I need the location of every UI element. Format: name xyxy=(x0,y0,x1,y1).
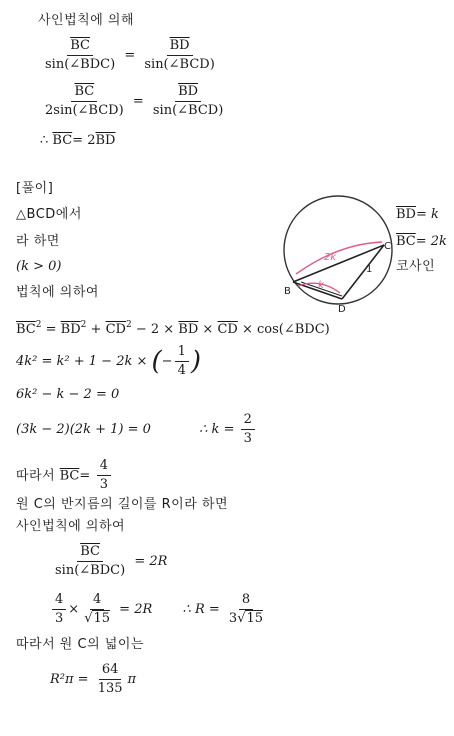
equals-sign: = xyxy=(124,48,136,63)
exponent: 2 xyxy=(35,320,42,330)
equation-factored xyxy=(16,412,257,447)
text-line: 사인법칙에 의하여 xyxy=(16,519,126,534)
equals-2r: = 2R xyxy=(134,554,168,569)
segment-cd: $\overline{CD}$ xyxy=(105,322,126,337)
text-line: 라 하면 xyxy=(16,234,60,249)
fraction-denominator: 3 xyxy=(243,431,252,446)
denominator-coefficient: 3 xyxy=(228,611,238,626)
text-line: 사인법칙에 의해 xyxy=(38,13,135,28)
fraction-denominator: 15 xyxy=(246,611,264,626)
cos-term: × cos(∠BDC) xyxy=(241,322,330,337)
text-line: 원 C의 반지름의 길이를 R이라 하면 xyxy=(16,497,229,512)
law-of-cosines xyxy=(16,316,330,339)
fraction-denominator: 4 xyxy=(177,363,186,378)
therefore-symbol: ∴ xyxy=(40,133,49,148)
fraction-denominator: sin(∠BDC) xyxy=(45,57,116,72)
condition-k-positive: (k > 0) xyxy=(16,259,62,274)
therefore-k: ∴ k = xyxy=(199,422,235,437)
segment-bd: $\overline{BD}$ xyxy=(396,207,416,222)
equation-1 xyxy=(40,38,220,73)
segment-bd: $\overline{BD}$ xyxy=(178,322,199,337)
result-bc xyxy=(16,458,113,493)
fraction-numerator: 4 xyxy=(52,592,66,610)
fraction-numerator: 2 xyxy=(241,412,255,430)
equals-2r: = 2R xyxy=(119,602,153,617)
factored-form: (3k − 2)(2k + 1) = 0 xyxy=(16,422,151,437)
solution-tag: [풀이] xyxy=(16,181,54,196)
exponent: 2 xyxy=(125,320,132,330)
fraction-denominator: 135 xyxy=(97,681,123,696)
text-line: 따라서 원 C의 넓이는 xyxy=(16,637,144,652)
equation-expanded: 4k² = k² + 1 − 2k × (− $\frac{1}{4}$ ) xyxy=(16,344,202,378)
fraction-numerator: $\overline{BD}$ xyxy=(167,38,193,56)
fraction-denominator: 3 xyxy=(99,477,109,492)
text-line: 법칙에 의하여 xyxy=(16,285,99,300)
fraction-numerator: $\overline{BC}$ xyxy=(71,84,97,102)
fraction-numerator: 8 xyxy=(239,592,253,610)
minus-sign: − xyxy=(161,354,173,369)
fraction-numerator: 64 xyxy=(99,662,122,680)
text-line: △BCD에서 xyxy=(16,207,82,222)
fraction-numerator: 4 xyxy=(97,458,111,476)
pi-symbol: π xyxy=(127,672,137,687)
equation-quadratic: 6k² − k − 2 = 0 xyxy=(16,387,120,402)
segment-cd: $\overline{CD}$ xyxy=(217,322,238,337)
plus-sign: + xyxy=(90,322,102,337)
text-therefore: 따라서 xyxy=(16,468,56,484)
fraction-denominator: 3 xyxy=(55,611,64,626)
equation-3 xyxy=(40,132,115,150)
label-c: C xyxy=(384,241,391,252)
equals-sign: = xyxy=(132,94,144,109)
equation-left: 4k² = k² + 1 − 2k × xyxy=(16,354,148,369)
segment-bc: $\overline{BC}$ xyxy=(396,234,416,249)
side-note-cosine: 코사인 xyxy=(396,259,436,274)
fraction-numerator: $\overline{BC}$ xyxy=(67,38,93,56)
fraction-denominator: sin(∠BCD) xyxy=(144,57,215,72)
fraction-denominator: sin(∠BDC) xyxy=(55,563,126,578)
equals-sign: = xyxy=(79,468,91,484)
area-lhs: R²π = xyxy=(50,672,89,687)
label-2k: 2k xyxy=(324,252,337,263)
circle-diagram xyxy=(280,192,398,314)
segment-bc: $\overline{BC}$ xyxy=(52,133,73,148)
equation-2 xyxy=(40,84,228,119)
label-b: B xyxy=(284,286,291,297)
fraction-numerator: 4 xyxy=(90,592,104,610)
label-d: D xyxy=(338,304,346,314)
segment-bd: $\overline{BD}$ xyxy=(60,322,81,337)
segment-bc: $\overline{BC}$ xyxy=(16,322,36,337)
value-k: = k xyxy=(415,207,439,222)
minus-two-times: − 2 × xyxy=(135,322,175,337)
exponent: 2 xyxy=(80,320,87,330)
equation-area xyxy=(50,662,136,697)
fraction-denominator: 15 xyxy=(93,611,111,626)
label-k: k xyxy=(318,280,324,291)
side-note-bc xyxy=(396,233,447,251)
segment-bd: $\overline{BD}$ xyxy=(95,133,116,148)
equals-sign: = xyxy=(45,322,57,337)
side-note-bd xyxy=(396,206,439,224)
fraction-numerator: $\overline{BD}$ xyxy=(175,84,201,102)
times-sign: × xyxy=(202,322,214,337)
label-one: 1 xyxy=(366,264,373,275)
equation-radius: $\frac{4}{3}$ × $\frac{4}{√15}$ = 2R ∴ R = $\frac{8}{3√15}$ xyxy=(50,592,268,627)
therefore-r: ∴ R = xyxy=(182,602,220,617)
circle-c xyxy=(284,196,392,304)
segment-bc: $\overline{BC}$ xyxy=(59,468,80,484)
equation-sine-law xyxy=(50,544,167,579)
fraction-numerator: 1 xyxy=(175,344,189,362)
value-2k: = 2k xyxy=(415,234,447,249)
equals-two: = 2 xyxy=(72,133,96,148)
fraction-numerator: $\overline{BC}$ xyxy=(77,544,103,562)
times-sign: × xyxy=(68,602,80,617)
fraction-denominator: sin(∠BCD) xyxy=(152,103,224,118)
fraction-denominator: 2sin(∠BCD) xyxy=(45,103,124,118)
